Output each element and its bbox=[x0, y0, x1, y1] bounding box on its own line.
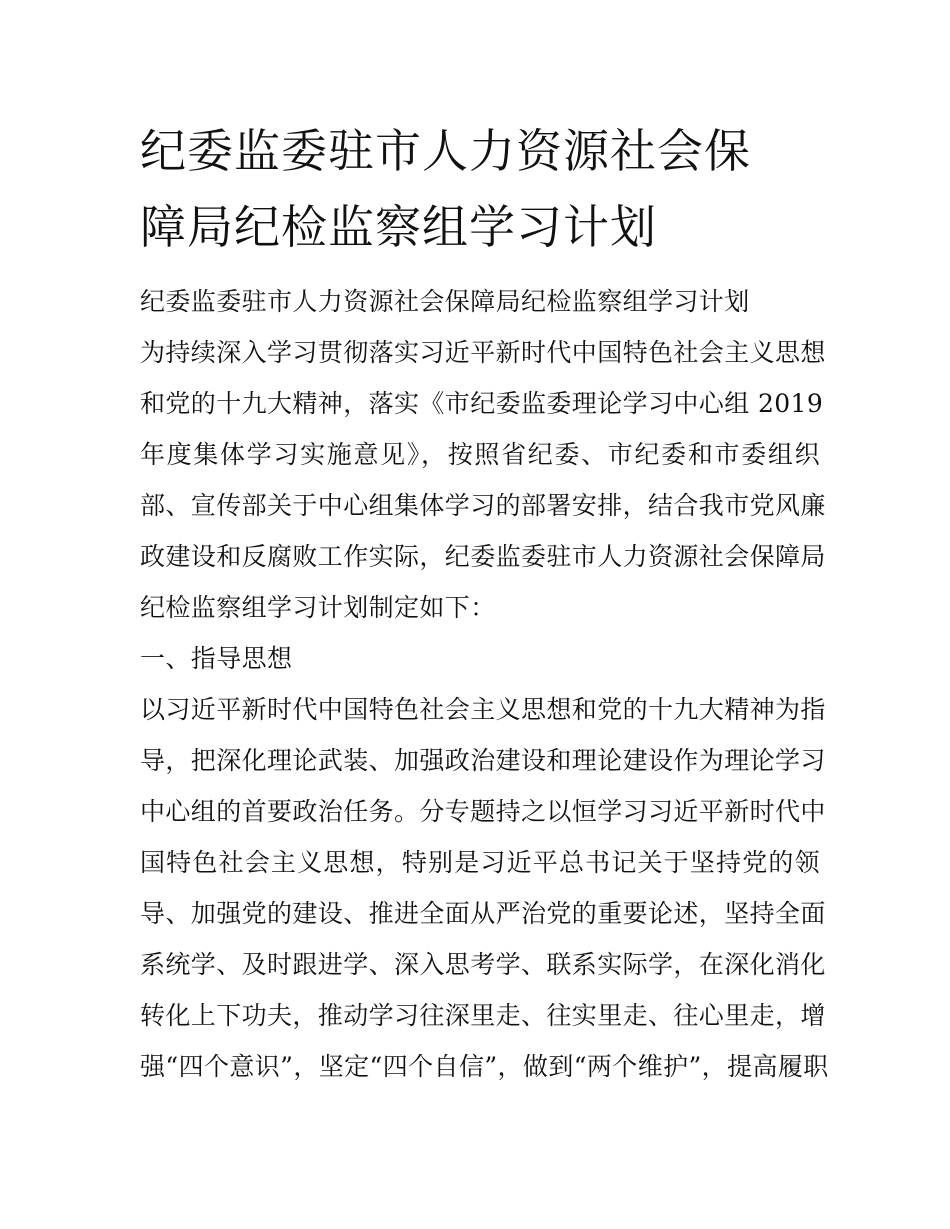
body-line-16: 强“四个意识”，坚定“四个自信”，做到“两个维护”，提高履职 bbox=[140, 1052, 829, 1081]
body-line-2: 为持续深入学习贯彻落实习近平新时代中国特色社会主义思想 bbox=[140, 338, 826, 367]
title-line-1: 纪委监委驻市人力资源社会保 bbox=[140, 124, 751, 178]
body-line-5: 部、宣传部关于中心组集体学习的部署安排，结合我市党风廉 bbox=[140, 491, 826, 520]
body-line-7: 纪检监察组学习计划制定如下： bbox=[140, 593, 496, 622]
body-line-6: 政建设和反腐败工作实际，纪委监委驻市人力资源社会保障局 bbox=[140, 542, 826, 571]
body-line-14: 系统学、及时跟进学、深入思考学、联系实际学，在深化消化 bbox=[140, 950, 826, 979]
section-heading-1: 一、指导思想 bbox=[140, 644, 293, 673]
document-body bbox=[140, 276, 829, 1092]
title-line-2: 障局纪检监察组学习计划 bbox=[140, 200, 657, 254]
body-line-13: 导、加强党的建设、推进全面从严治党的重要论述，坚持全面 bbox=[140, 899, 826, 928]
body-line-3: 和党的十九大精神，落实《市纪委监委理论学习中心组 2019 bbox=[140, 389, 824, 418]
document-title bbox=[140, 113, 820, 265]
body-line-10: 导，把深化理论武装、加强政治建设和理论建设作为理论学习 bbox=[140, 746, 826, 775]
body-line-9: 以习近平新时代中国特色社会主义思想和党的十九大精神为指 bbox=[140, 695, 826, 724]
body-line-12: 国特色社会主义思想，特别是习近平总书记关于坚持党的领 bbox=[140, 848, 820, 877]
body-line-1: 纪委监委驻市人力资源社会保障局纪检监察组学习计划 bbox=[140, 287, 750, 316]
body-line-11: 中心组的首要政治任务。分专题持之以恒学习习近平新时代中 bbox=[140, 797, 826, 826]
body-line-15: 转化上下功夫，推动学习往深里走、往实里走、往心里走，增 bbox=[140, 1001, 826, 1030]
body-line-4: 年度集体学习实施意见》，按照省纪委、市纪委和市委组织 bbox=[140, 440, 820, 469]
